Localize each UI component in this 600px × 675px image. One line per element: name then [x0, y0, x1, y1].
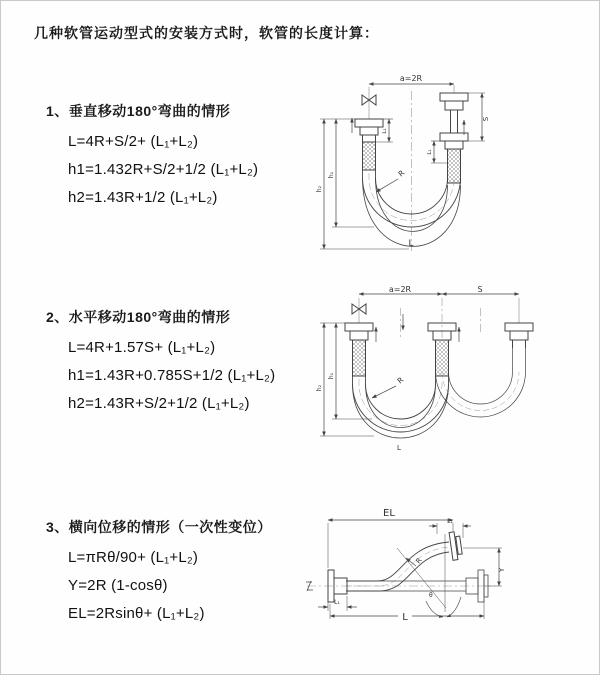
middle-pipe-fitting	[428, 323, 456, 376]
radius-label: R	[395, 375, 406, 386]
dim-label-l1-left: L₁	[382, 128, 388, 134]
radius-label: R	[414, 556, 424, 566]
angle-arrow	[447, 597, 461, 617]
section-2-heading: 2、水平移动180°弯曲的情形	[46, 309, 231, 325]
drawing-lines	[320, 294, 533, 438]
angle-label: θ	[429, 592, 433, 599]
section-lateral-displacement	[46, 517, 272, 633]
formula-el: EL=2Rsinθ+ (L₁+L₂)	[68, 605, 205, 622]
dim-label-a2r: a=2R	[388, 285, 412, 294]
section-3-heading: 3、横向位移的情形（一次性变位）	[46, 519, 272, 535]
braided-hose-section	[436, 340, 449, 376]
dim-label-h2: h₂	[316, 185, 323, 193]
formula-h2: h2=1.43R+S/2+1/2 (L₁+L₂)	[68, 395, 250, 412]
section-1-heading: 1、垂直移动180°弯曲的情形	[46, 103, 231, 119]
length-label: L	[408, 239, 414, 249]
section-horizontal-bend	[46, 307, 275, 423]
braided-hose-section	[353, 340, 366, 376]
formula-y: Y=2R (1-cosθ)	[68, 577, 168, 594]
formula-h1: h1=1.432R+S/2+1/2 (L₁+L₂)	[68, 161, 259, 178]
hose-s-curve	[346, 542, 449, 591]
diagram-horizontal-bend	[314, 284, 589, 474]
braided-hose-section	[363, 142, 376, 170]
braided-hose-section	[448, 149, 461, 183]
dim-label-h2: h₂	[316, 384, 323, 392]
formula-l: L=πRθ/90+ (L₁+L₂)	[68, 549, 199, 566]
section-vertical-bend	[46, 101, 258, 217]
dim-label-s: S	[482, 116, 490, 122]
page-title: 几种软管运动型式的安装方式时，软管的长度计算：	[34, 25, 379, 41]
diagram-vertical-bend	[314, 73, 589, 258]
dim-label-l1-top: L₁	[447, 518, 453, 525]
radius-label: R	[396, 168, 407, 179]
formula-l: L=4R+1.57S+ (L₁+L₂)	[68, 339, 216, 356]
radius-leader	[376, 179, 398, 192]
length-label: L	[397, 444, 401, 452]
length-label: L	[402, 612, 408, 623]
left-pipe-fitting	[345, 323, 373, 376]
radius-leader	[372, 386, 396, 398]
diagram-lateral-displacement	[299, 504, 599, 649]
dim-label-l1-left: L₁	[334, 599, 340, 606]
dim-label-a2r: a=2R	[399, 74, 423, 83]
dim-label-h1: h₁	[328, 171, 335, 179]
dim-label-s: S	[477, 285, 483, 294]
right-pipe-fitting	[440, 93, 468, 183]
dim-label-h1: h₁	[328, 372, 335, 380]
dim-label-l1-right: L₁	[427, 149, 433, 155]
dim-label-y: Y	[498, 567, 506, 573]
radius-construction-line	[397, 548, 446, 608]
upper-flange	[449, 531, 463, 560]
formula-h1: h1=1.43R+0.785S+1/2 (L₁+L₂)	[68, 367, 276, 384]
dim-label-el: EL	[383, 508, 395, 519]
formula-l: L=4R+S/2+ (L₁+L₂)	[68, 133, 199, 150]
right-pipe-fitting	[505, 323, 533, 348]
left-pipe-fitting	[355, 119, 383, 170]
drawing-lines	[320, 84, 485, 251]
angle-arrow	[426, 601, 443, 617]
formula-h2: h2=1.43R+1/2 (L₁+L₂)	[68, 189, 218, 206]
